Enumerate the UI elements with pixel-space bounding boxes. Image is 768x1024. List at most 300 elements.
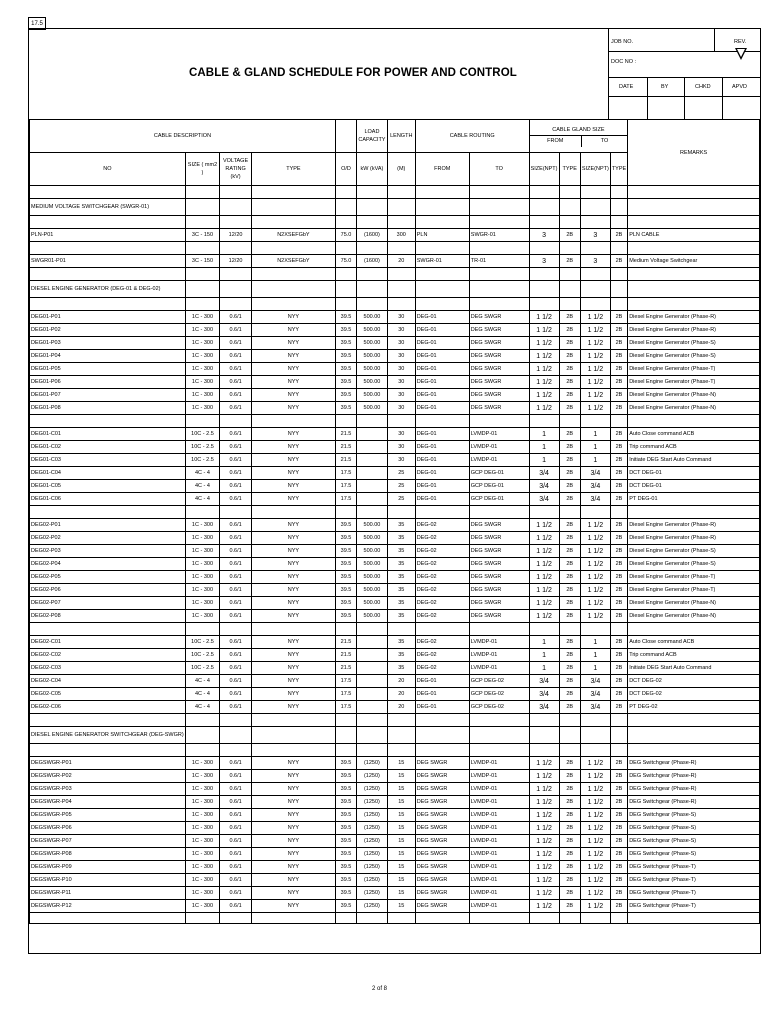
table-cell: (1250) [357, 861, 388, 874]
table-cell: DEG01-C01 [30, 428, 186, 441]
table-cell: DEG-01 [415, 324, 469, 337]
table-cell: 2B [610, 493, 627, 506]
table-cell: 1C - 300 [185, 809, 220, 822]
table-cell: DEG SWGR [415, 770, 469, 783]
table-cell: 12/20 [220, 255, 252, 268]
table-cell: 1 1/2 [529, 796, 559, 809]
table-cell: 3C - 150 [185, 229, 220, 242]
table-cell: 3/4 [529, 675, 559, 688]
table-cell [357, 493, 388, 506]
table-cell: DEGSWGR-P06 [30, 822, 186, 835]
table-cell: 2B [610, 770, 627, 783]
table-cell: DEG Switchgear (Phase-S) [628, 848, 760, 861]
table-cell: DEG Switchgear (Phase-R) [628, 783, 760, 796]
table-cell: NYY [251, 454, 335, 467]
table-cell: DEG02-P05 [30, 571, 186, 584]
table-cell: DEG01-C02 [30, 441, 186, 454]
table-cell: 3/4 [529, 467, 559, 480]
table-cell: 1 1/2 [580, 783, 610, 796]
table-cell: 4C - 4 [185, 675, 220, 688]
table-cell: 2B [610, 532, 627, 545]
table-cell: 1C - 300 [185, 783, 220, 796]
table-cell: 10C - 2.5 [185, 441, 220, 454]
table-cell: 2B [610, 701, 627, 714]
table-cell: 3/4 [580, 675, 610, 688]
table-cell: LVMDP-01 [469, 796, 529, 809]
table-cell: 2B [559, 688, 580, 701]
table-cell: DEG SWGR [469, 363, 529, 376]
table-cell: LVMDP-01 [469, 662, 529, 675]
type-from-header: TYPE [559, 153, 580, 186]
table-cell: 17.5 [335, 688, 356, 701]
table-cell: DEGSWGR-P02 [30, 770, 186, 783]
table-cell: DEG01-C03 [30, 454, 186, 467]
table-cell: 2B [610, 783, 627, 796]
table-cell: 500.00 [357, 610, 388, 623]
table-cell: 2B [610, 428, 627, 441]
spacer-row [30, 216, 760, 229]
table-cell: 1C - 300 [185, 350, 220, 363]
no-header: NO [30, 153, 186, 186]
table-cell: 39.5 [335, 822, 356, 835]
table-cell: DEG02-C04 [30, 675, 186, 688]
table-cell: 35 [387, 558, 415, 571]
table-cell: 1 1/2 [529, 571, 559, 584]
table-cell: NYY [251, 324, 335, 337]
table-row [30, 532, 760, 545]
table-cell: 0.6/1 [220, 324, 252, 337]
table-cell: 0.6/1 [220, 809, 252, 822]
table-cell: DEGSWGR-P01 [30, 757, 186, 770]
table-cell: DEG-01 [415, 701, 469, 714]
table-row [30, 389, 760, 402]
table-cell: 39.5 [335, 796, 356, 809]
doc-no-label: DOC NO : [611, 59, 637, 65]
table-cell: 0.6/1 [220, 835, 252, 848]
table-cell: DCT DEG-01 [628, 480, 760, 493]
table-cell: 500.00 [357, 350, 388, 363]
table-cell: DEG-02 [415, 545, 469, 558]
table-cell: NYY [251, 337, 335, 350]
table-cell: DEG Switchgear (Phase-R) [628, 770, 760, 783]
table-cell: 2B [610, 835, 627, 848]
table-cell: 2B [610, 337, 627, 350]
table-cell: 2B [559, 454, 580, 467]
table-cell: Medium Voltage Switchgear [628, 255, 760, 268]
table-cell: DEG SWGR [469, 376, 529, 389]
table-cell: 15 [387, 861, 415, 874]
table-cell: DEG02-C06 [30, 701, 186, 714]
table-cell: 2B [610, 584, 627, 597]
table-cell: 1 1/2 [580, 376, 610, 389]
table-cell: 35 [387, 597, 415, 610]
table-cell: DEG01-P05 [30, 363, 186, 376]
table-cell: NYY [251, 376, 335, 389]
length-header: LENGTH [387, 120, 415, 153]
table-cell: 39.5 [335, 783, 356, 796]
table-cell: 0.6/1 [220, 480, 252, 493]
table-cell: 3C - 150 [185, 255, 220, 268]
table-cell: DEG-01 [415, 493, 469, 506]
table-cell: DEGSWGR-P11 [30, 887, 186, 900]
table-cell: (1600) [357, 255, 388, 268]
table-cell: Diesel Engine Generator (Phase-T) [628, 363, 760, 376]
table-row [30, 835, 760, 848]
table-row [30, 770, 760, 783]
table-cell: Diesel Engine Generator (Phase-T) [628, 376, 760, 389]
table-cell: Trip command ACB [628, 649, 760, 662]
table-cell: 500.00 [357, 532, 388, 545]
table-cell: DCT DEG-02 [628, 688, 760, 701]
table-cell: 3/4 [529, 701, 559, 714]
table-cell: 0.6/1 [220, 428, 252, 441]
table-cell: LVMDP-01 [469, 757, 529, 770]
table-cell: NYY [251, 861, 335, 874]
table-cell: 1 [529, 441, 559, 454]
table-cell: 2B [610, 848, 627, 861]
table-cell: 1 [580, 649, 610, 662]
table-cell: 1 1/2 [529, 402, 559, 415]
table-cell: DEG SWGR [415, 861, 469, 874]
table-cell [357, 662, 388, 675]
spacer-row [30, 268, 760, 281]
table-cell: NYY [251, 480, 335, 493]
table-cell: 20 [387, 255, 415, 268]
table-cell: 17.5 [335, 493, 356, 506]
remarks-header: REMARKS [628, 120, 760, 186]
table-cell: DEG SWGR [469, 558, 529, 571]
table-cell: NYY [251, 389, 335, 402]
table-cell: 0.6/1 [220, 796, 252, 809]
table-cell: 0.6/1 [220, 783, 252, 796]
table-cell: DEG02-P08 [30, 610, 186, 623]
table-cell: 21.5 [335, 649, 356, 662]
table-cell: DEG Switchgear (Phase-S) [628, 835, 760, 848]
table-cell: 1C - 300 [185, 796, 220, 809]
table-cell: 1 1/2 [529, 874, 559, 887]
by-label: BY [661, 84, 669, 90]
spacer-row [30, 744, 760, 757]
table-cell: 2B [559, 428, 580, 441]
table-cell: 1 1/2 [580, 822, 610, 835]
table-cell: 1 1/2 [580, 584, 610, 597]
table-cell: (1250) [357, 757, 388, 770]
table-cell: GCP DEG-01 [469, 480, 529, 493]
table-cell: LVMDP-01 [469, 835, 529, 848]
table-cell: 500.00 [357, 519, 388, 532]
table-cell: NYY [251, 809, 335, 822]
table-cell: DEGSWGR-P08 [30, 848, 186, 861]
table-cell: 2B [610, 796, 627, 809]
table-cell: 30 [387, 337, 415, 350]
table-row [30, 649, 760, 662]
table-cell: 25 [387, 480, 415, 493]
table-cell [357, 441, 388, 454]
table-cell: DEGSWGR-P12 [30, 900, 186, 913]
table-cell: 2B [610, 822, 627, 835]
table-cell: 39.5 [335, 848, 356, 861]
table-cell: 0.6/1 [220, 402, 252, 415]
table-row [30, 311, 760, 324]
table-cell: 2B [559, 701, 580, 714]
cable-description-header: CABLE DESCRIPTION [30, 120, 336, 153]
table-cell: 0.6/1 [220, 337, 252, 350]
table-cell: 3 [529, 229, 559, 242]
table-cell: 0.6/1 [220, 467, 252, 480]
table-cell: 17.5 [335, 701, 356, 714]
table-cell: 2B [610, 610, 627, 623]
table-cell: 21.5 [335, 662, 356, 675]
table-cell: 39.5 [335, 571, 356, 584]
table-cell: NYY [251, 649, 335, 662]
table-cell: 2B [559, 389, 580, 402]
table-cell: 39.5 [335, 337, 356, 350]
table-cell: DEG SWGR [469, 584, 529, 597]
table-cell: NYY [251, 545, 335, 558]
table-cell: 1 [580, 454, 610, 467]
table-cell: 1 1/2 [529, 337, 559, 350]
table-cell: 2B [610, 402, 627, 415]
table-cell: 1 [529, 662, 559, 675]
table-cell: 2B [559, 441, 580, 454]
table-cell: 3 [529, 255, 559, 268]
table-cell: DEG-01 [415, 441, 469, 454]
table-cell: (1250) [357, 783, 388, 796]
table-cell: 75.0 [335, 229, 356, 242]
table-cell: 0.6/1 [220, 558, 252, 571]
table-cell: 500.00 [357, 389, 388, 402]
table-cell: 2B [559, 255, 580, 268]
table-row [30, 480, 760, 493]
table-cell: 4C - 4 [185, 480, 220, 493]
table-cell: NYY [251, 428, 335, 441]
table-cell: 1 1/2 [529, 519, 559, 532]
spacer-row [30, 913, 760, 924]
table-cell: (1250) [357, 848, 388, 861]
table-row [30, 229, 760, 242]
table-cell: N2XSEFGbY [251, 255, 335, 268]
table-cell: LVMDP-01 [469, 874, 529, 887]
table-cell: 25 [387, 493, 415, 506]
table-cell: 1C - 300 [185, 597, 220, 610]
table-cell: DEG02-P07 [30, 597, 186, 610]
table-cell: 35 [387, 610, 415, 623]
table-cell: DEG02-P01 [30, 519, 186, 532]
table-cell: Initiate DEG Start Auto Command [628, 454, 760, 467]
table-cell: 3/4 [580, 467, 610, 480]
job-no-label: JOB NO. [611, 39, 634, 45]
table-row [30, 584, 760, 597]
table-cell: 2B [610, 255, 627, 268]
table-cell: 0.6/1 [220, 861, 252, 874]
table-row [30, 809, 760, 822]
spacer-row [30, 242, 760, 255]
table-cell: 1C - 300 [185, 822, 220, 835]
table-cell: 0.6/1 [220, 454, 252, 467]
table-cell: 39.5 [335, 324, 356, 337]
table-cell: 10C - 2.5 [185, 649, 220, 662]
table-cell: SWGR-01 [469, 229, 529, 242]
table-cell: 500.00 [357, 363, 388, 376]
table-cell: Diesel Engine Generator (Phase-R) [628, 311, 760, 324]
date-label: DATE [619, 84, 634, 90]
table-cell: 2B [559, 480, 580, 493]
table-cell: NYY [251, 848, 335, 861]
table-cell: DEG01-P08 [30, 402, 186, 415]
table-cell: 10C - 2.5 [185, 662, 220, 675]
table-cell: 39.5 [335, 900, 356, 913]
table-cell: 2B [559, 545, 580, 558]
table-row [30, 796, 760, 809]
table-cell: DEG-01 [415, 389, 469, 402]
table-cell: 1 1/2 [580, 545, 610, 558]
table-cell: NYY [251, 887, 335, 900]
table-cell: 0.6/1 [220, 571, 252, 584]
table-cell: DEG SWGR [415, 822, 469, 835]
table-cell: DEG SWGR [415, 874, 469, 887]
table-cell: 3 [580, 229, 610, 242]
table-cell: DEG SWGR [415, 848, 469, 861]
table-cell: Trip command ACB [628, 441, 760, 454]
table-cell: 1 1/2 [529, 558, 559, 571]
table-cell: DEG02-P02 [30, 532, 186, 545]
spacer-row [30, 506, 760, 519]
table-cell: LVMDP-01 [469, 848, 529, 861]
table-cell: 500.00 [357, 571, 388, 584]
table-cell: (1250) [357, 809, 388, 822]
table-cell: 30 [387, 311, 415, 324]
table-cell: GCP DEG-02 [469, 701, 529, 714]
table-cell: 12/20 [220, 229, 252, 242]
table-cell: 4C - 4 [185, 467, 220, 480]
table-cell: 2B [610, 900, 627, 913]
table-cell: 1 1/2 [529, 809, 559, 822]
table-cell: DEG01-P03 [30, 337, 186, 350]
table-cell: 35 [387, 584, 415, 597]
table-cell: 0.6/1 [220, 519, 252, 532]
table-cell: 2B [559, 662, 580, 675]
table-cell: PT DEG-02 [628, 701, 760, 714]
table-cell: 1 [529, 636, 559, 649]
table-cell: 17.5 [335, 467, 356, 480]
table-cell: 1C - 300 [185, 376, 220, 389]
table-cell: 1C - 300 [185, 861, 220, 874]
table-cell: N2XSEFGbY [251, 229, 335, 242]
table-cell: DEG-01 [415, 428, 469, 441]
table-row [30, 493, 760, 506]
table-cell: 1 [580, 662, 610, 675]
table-cell: 0.6/1 [220, 770, 252, 783]
table-cell: DEG Switchgear (Phase-T) [628, 887, 760, 900]
table-cell: 500.00 [357, 545, 388, 558]
table-cell: (1250) [357, 887, 388, 900]
table-cell: DEG SWGR [415, 796, 469, 809]
table-cell: 1C - 300 [185, 757, 220, 770]
table-cell: 0.6/1 [220, 376, 252, 389]
table-cell: NYY [251, 701, 335, 714]
table-cell: DEG01-P01 [30, 311, 186, 324]
table-cell: 2B [559, 532, 580, 545]
to-header: TO [469, 153, 529, 186]
table-cell: NYY [251, 610, 335, 623]
table-cell: 30 [387, 376, 415, 389]
table-cell: LVMDP-01 [469, 887, 529, 900]
table-cell: 39.5 [335, 835, 356, 848]
table-cell: 1 1/2 [529, 848, 559, 861]
table-cell: 2B [559, 861, 580, 874]
table-cell: 1 1/2 [580, 389, 610, 402]
table-row [30, 441, 760, 454]
table-cell: 0.6/1 [220, 363, 252, 376]
column-group-header [30, 120, 760, 153]
table-cell: 15 [387, 835, 415, 848]
table-cell: Auto Close command ACB [628, 636, 760, 649]
table-cell: 1 1/2 [529, 861, 559, 874]
table-cell: 2B [610, 874, 627, 887]
table-cell: 1 1/2 [580, 887, 610, 900]
table-cell: 2B [610, 887, 627, 900]
table-row [30, 900, 760, 913]
table-cell: 1 1/2 [580, 610, 610, 623]
table-cell: DEG02-P06 [30, 584, 186, 597]
table-cell: 1C - 300 [185, 874, 220, 887]
table-cell: DEG SWGR [469, 532, 529, 545]
table-row [30, 363, 760, 376]
table-cell: 0.6/1 [220, 493, 252, 506]
table-cell: 20 [387, 688, 415, 701]
table-cell: 30 [387, 454, 415, 467]
table-cell: 500.00 [357, 311, 388, 324]
table-cell: 1 1/2 [580, 337, 610, 350]
table-cell: (1250) [357, 900, 388, 913]
table-cell: DEGSWGR-P05 [30, 809, 186, 822]
table-cell: 39.5 [335, 311, 356, 324]
table-cell: 2B [559, 584, 580, 597]
table-cell: 35 [387, 649, 415, 662]
table-cell: 1C - 300 [185, 532, 220, 545]
table-cell: 2B [559, 835, 580, 848]
table-cell: LVMDP-01 [469, 861, 529, 874]
table-cell: NYY [251, 558, 335, 571]
table-cell: 2B [610, 597, 627, 610]
table-cell: NYY [251, 675, 335, 688]
title-block [29, 29, 609, 119]
table-cell: 1 1/2 [529, 584, 559, 597]
table-cell: DEG02-C03 [30, 662, 186, 675]
table-cell: 2B [559, 822, 580, 835]
table-cell: Diesel Engine Generator (Phase-R) [628, 324, 760, 337]
table-row [30, 783, 760, 796]
table-cell: 2B [610, 480, 627, 493]
table-cell: NYY [251, 311, 335, 324]
table-cell: DEG-01 [415, 402, 469, 415]
table-cell: 1 1/2 [580, 363, 610, 376]
table-cell: 1 1/2 [580, 597, 610, 610]
table-cell: 39.5 [335, 389, 356, 402]
table-cell: 0.6/1 [220, 900, 252, 913]
table-cell: 10C - 2.5 [185, 636, 220, 649]
table-cell: DEG-01 [415, 337, 469, 350]
table-cell: DEGSWGR-P09 [30, 861, 186, 874]
table-cell: Diesel Engine Generator (Phase-N) [628, 597, 760, 610]
table-cell: NYY [251, 493, 335, 506]
table-cell: PLN [415, 229, 469, 242]
table-cell: Diesel Engine Generator (Phase-S) [628, 337, 760, 350]
table-cell: 2B [610, 376, 627, 389]
table-cell: 0.6/1 [220, 848, 252, 861]
table-cell: DEG SWGR [469, 402, 529, 415]
table-cell: 39.5 [335, 363, 356, 376]
